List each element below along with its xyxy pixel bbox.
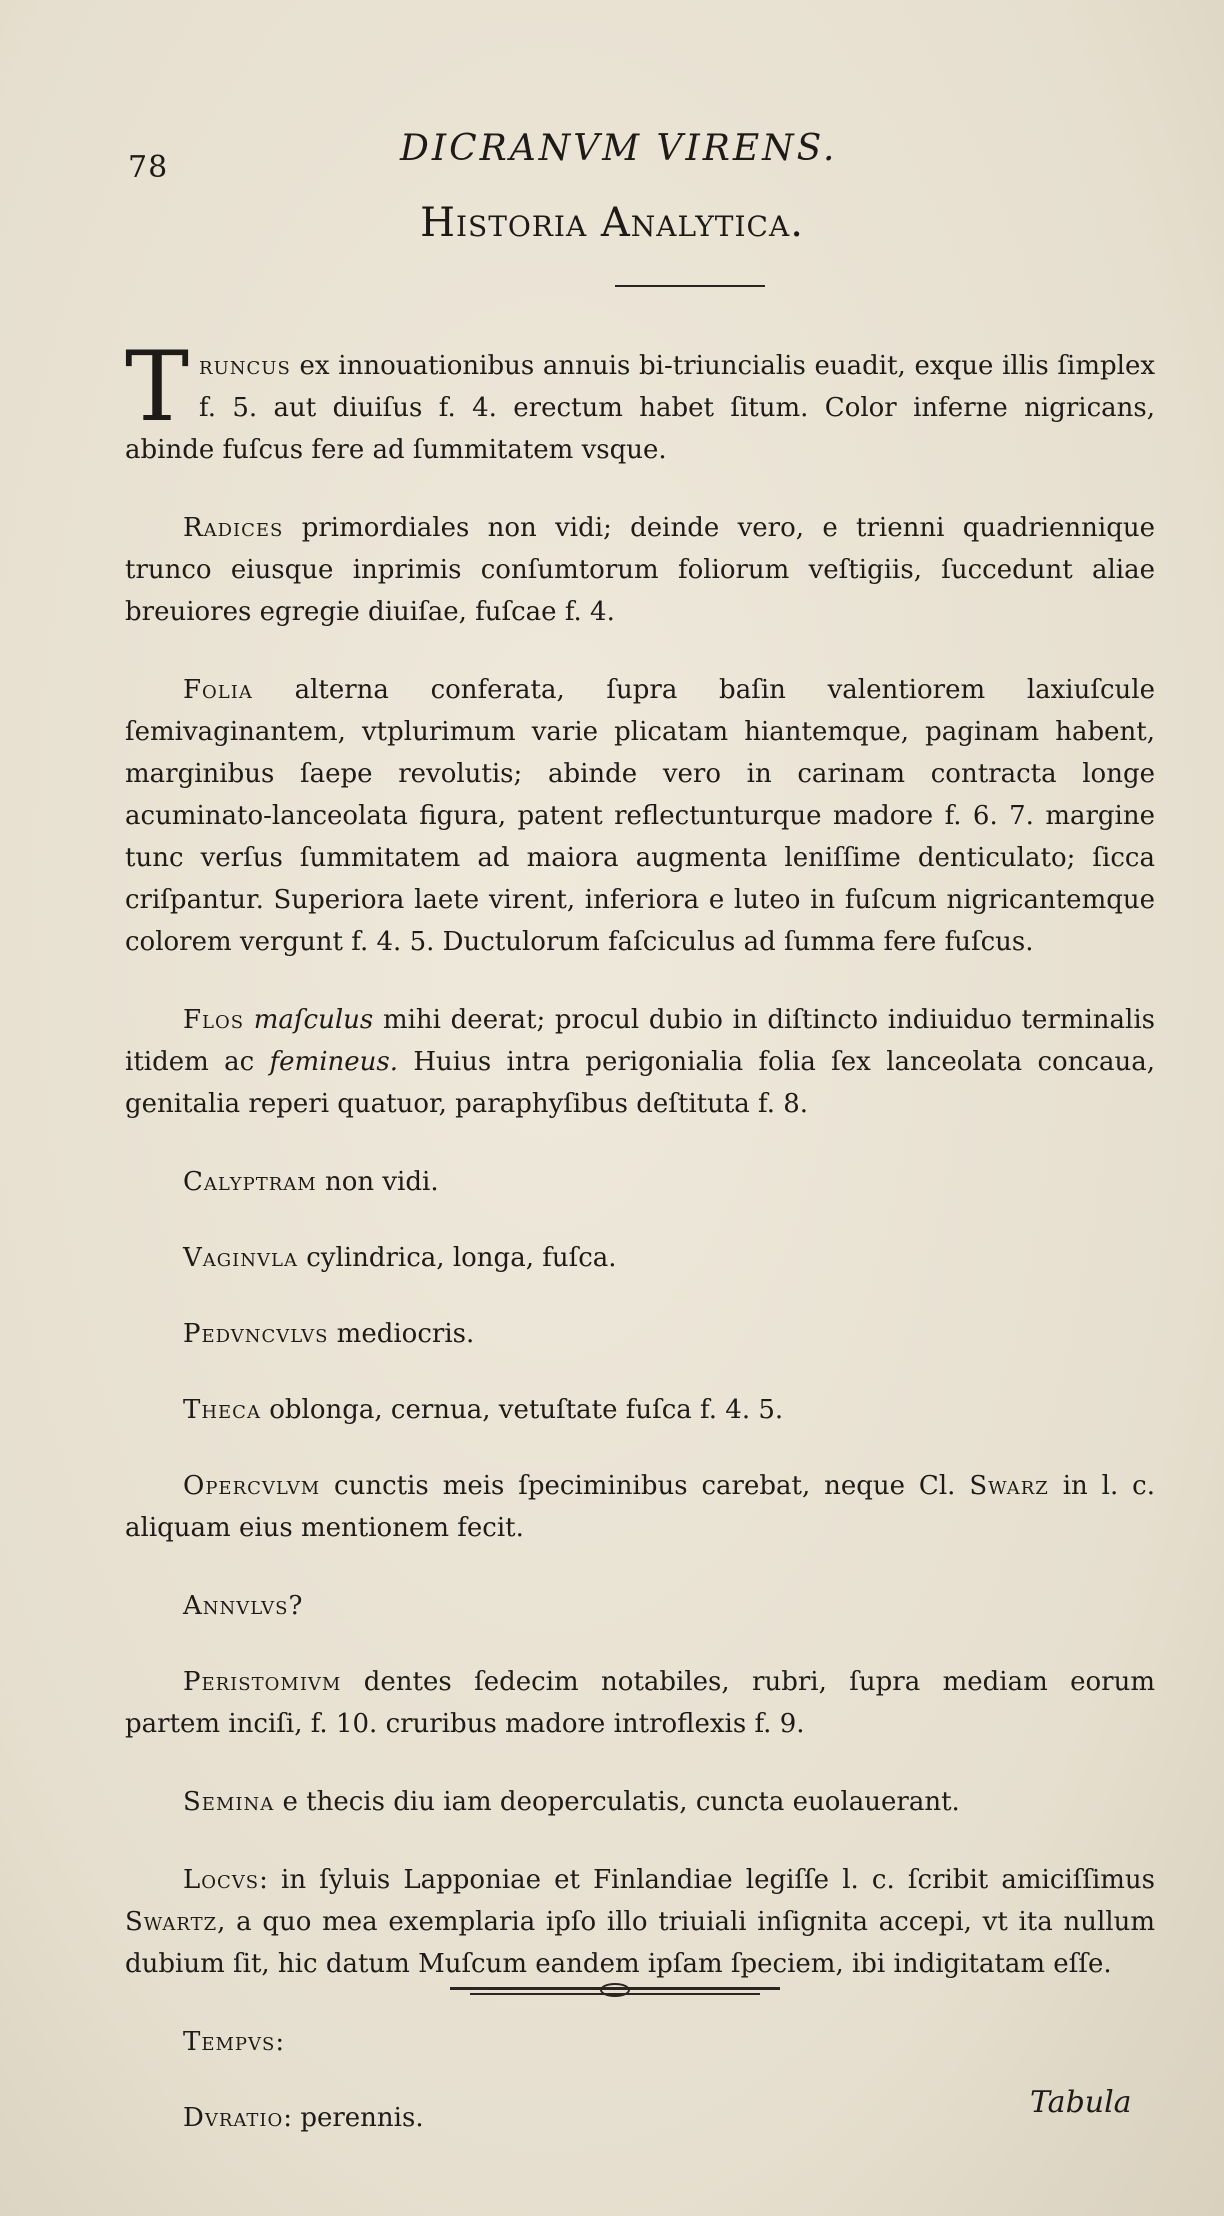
term-label: Annvlvs <box>183 1591 289 1621</box>
paragraph-text: : <box>275 2027 285 2057</box>
paragraph-flos <box>125 999 1155 1125</box>
term-label: Radices <box>183 513 284 543</box>
term-label: Dvratio <box>183 2103 284 2133</box>
term-label: Semina <box>183 1787 275 1817</box>
paragraph-text: mediocris. <box>328 1319 475 1349</box>
paragraph-calyptra <box>125 1161 1155 1203</box>
paragraph-locus <box>125 1859 1155 1985</box>
catchword: Tabula <box>1030 2085 1132 2120</box>
page-body <box>125 331 1156 2173</box>
paragraph-duratio <box>125 2097 1155 2139</box>
page-number: 78 <box>128 150 169 185</box>
paragraph-pedunculus <box>125 1313 1155 1355</box>
paragraph-text: cunctis meis ſpeciminibus carebat, neque Cl. <box>320 1471 970 1501</box>
paragraph-text: : in ſyluis Lapponiae et Finlandiae legiſſe l. c. ſcribit amiciſſimus <box>259 1865 1155 1895</box>
paragraph-text: dentes ſedecim notabiles, rubri, ſupra mediam eorum partem inciſi, f. 10. cruribus madore introflexis f. 9. <box>125 1667 1155 1739</box>
paragraph-text: alterna conferata, ſupra baſin valentiorem laxiuſcule ſemivaginantem, vtplurimum varie plicatam hiantemque, paginam habent, marginibus ſaepe revolutis; abinde vero in carinam contracta longe acuminato-lanceolata figura, patent reflectunturque madore f. 6. 7. margine tunc verſus ſummitatem ad maiora augmenta leniſſime denticulato; ſicca criſpantur. Superiora laete virent, inferiora e luteo in fuſcum nigricantemque colorem vergunt f. 4. 5. Ductulorum faſciculus ad ſumma fere fuſcus. <box>125 675 1155 957</box>
running-title: DICRANVM VIRENS. <box>400 128 838 169</box>
paragraph-text: cylindrica, longa, fuſca. <box>297 1243 617 1273</box>
paragraph-text: non vidi. <box>316 1167 439 1197</box>
paragraph-text: : perennis. <box>283 2103 424 2133</box>
term-label: Folia <box>183 675 253 705</box>
paragraph-truncus <box>125 331 1155 471</box>
paragraph-peristomium <box>125 1661 1155 1745</box>
term-label: Calyptram <box>183 1167 317 1197</box>
paragraph-radices <box>125 507 1155 633</box>
paragraph-text: , a quo mea exemplaria ipſo illo triuiali inſignita accepi, vt ita nullum dubium ſit, hic datum Muſcum eandem ipſam ſpeciem, ibi indigitatam eſſe. <box>125 1907 1155 1979</box>
ornament-rule-icon <box>450 1983 780 1999</box>
italic-term: maſculus <box>253 1005 374 1035</box>
paragraph-vaginula <box>125 1237 1155 1279</box>
term-label: runcus <box>199 351 291 381</box>
term-label: Theca <box>183 1395 261 1425</box>
paragraph-text: e thecis diu iam deoperculatis, cuncta euolauerant. <box>274 1787 960 1817</box>
paragraph-text: mihi deerat; procul dubio in diſtincto indiuiduo terminalis itidem ac <box>125 1005 1155 1077</box>
author-name: Swartz <box>125 1907 218 1937</box>
term-label: Pedvncvlvs <box>183 1319 329 1349</box>
paragraph-folia <box>125 669 1155 963</box>
paragraph-text: ex innouationibus annuis bi-triuncialis euadit, exque illis ſimplex f. 5. aut diuiſus f. 4. erectum habet ſitum. Color inferne nigricans, abinde fuſcus fere ad ſummitatem vsque. <box>125 351 1155 465</box>
term-label: Tempvs <box>183 2027 276 2057</box>
term-label: Locvs <box>183 1865 260 1895</box>
paragraph-text: ? <box>288 1591 303 1621</box>
paragraph-text: in l. c. aliquam eius mentionem fecit. <box>125 1471 1155 1543</box>
paragraph-text: primordiales non vidi; deinde vero, e trienni quadriennique trunco eiusque inprimis conſumtorum foliorum veſtigiis, ſuccedunt aliae breuiores egregie diuiſae, fuſcae f. 4. <box>125 513 1155 627</box>
paragraph-annulus <box>125 1585 1155 1627</box>
term-label: Vaginvla <box>183 1243 298 1273</box>
paragraph-text: oblonga, cernua, vetuſtate fuſca f. 4. 5. <box>260 1395 784 1425</box>
paragraph-tempus <box>125 2021 1155 2063</box>
section-title: Historia Analytica. <box>420 200 804 246</box>
paragraph-theca <box>125 1389 1155 1431</box>
term-label: Flos <box>183 1005 245 1035</box>
term-label: Opercvlvm <box>183 1471 321 1501</box>
title-rule <box>615 285 765 287</box>
author-name: Swarz <box>969 1471 1049 1501</box>
term-label: Peristomivm <box>183 1667 342 1697</box>
paragraph-text: Huius intra perigonialia folia ſex lanceolata concaua, genitalia reperi quatuor, paraphyſibus deſtituta f. 8. <box>125 1047 1156 1119</box>
drop-cap: T <box>125 331 190 443</box>
italic-term: femineus. <box>269 1047 398 1077</box>
paragraph-semina <box>125 1781 1155 1823</box>
paragraph-operculum <box>125 1465 1155 1549</box>
